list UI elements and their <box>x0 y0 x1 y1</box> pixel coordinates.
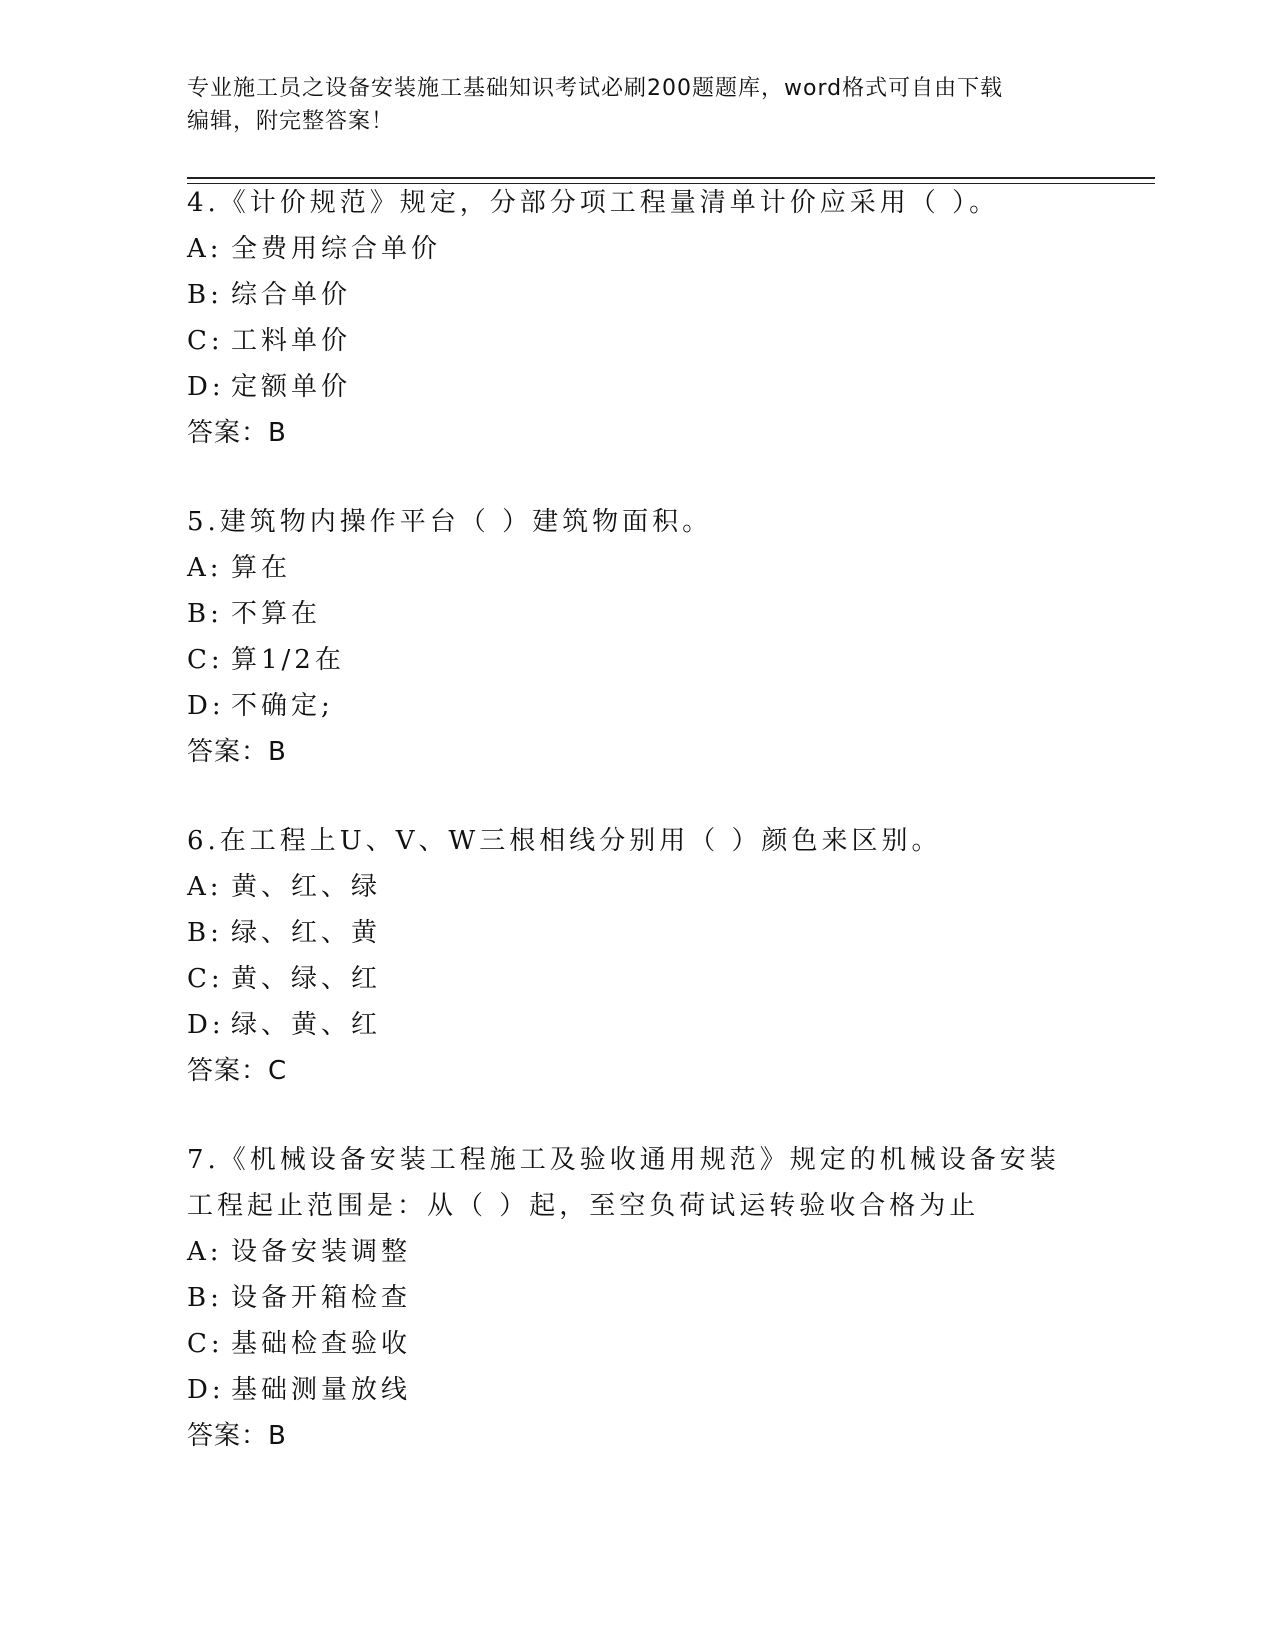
option-text: 黄、绿、红 <box>231 964 382 994</box>
option-d <box>187 1367 1087 1413</box>
option-key: D: <box>187 1375 225 1405</box>
option-key: C: <box>187 964 224 994</box>
question-stem: 4.《计价规范》规定，分部分项工程量清单计价应采用（ ）。 <box>187 188 1000 218</box>
option-text: 算在 <box>231 553 292 583</box>
document-header <box>187 72 1087 138</box>
option-key: A: <box>187 553 223 583</box>
option-a <box>187 1229 1087 1275</box>
option-c <box>187 318 1087 364</box>
question-4 <box>187 180 1087 456</box>
option-key: A: <box>187 234 223 264</box>
option-key: B: <box>187 599 223 629</box>
option-text: 综合单价 <box>231 280 352 310</box>
option-text: 不算在 <box>231 599 322 629</box>
option-key: A: <box>187 1237 223 1267</box>
option-d <box>187 364 1087 410</box>
option-key: D: <box>187 1010 225 1040</box>
option-b <box>187 591 1087 637</box>
header-divider-thick <box>187 177 1155 179</box>
header-line-2: 编辑，附完整答案！ <box>187 109 395 134</box>
option-key: B: <box>187 280 223 310</box>
option-text: 定额单价 <box>231 372 352 402</box>
option-text: 不确定; <box>231 691 334 721</box>
option-key: A: <box>187 872 223 902</box>
answer-line: 答案：B <box>187 418 287 448</box>
option-text: 全费用综合单价 <box>231 234 442 264</box>
option-key: C: <box>187 1329 224 1359</box>
option-text: 算1/2在 <box>231 645 345 675</box>
option-b <box>187 272 1087 318</box>
answer-line: 答案：B <box>187 1421 287 1451</box>
question-stem: 5.建筑物内操作平台（ ）建筑物面积。 <box>187 507 713 537</box>
question-5 <box>187 499 1087 775</box>
option-key: B: <box>187 1283 223 1313</box>
option-d <box>187 1002 1087 1048</box>
option-text: 黄、红、绿 <box>231 872 382 902</box>
option-key: C: <box>187 326 224 356</box>
option-key: B: <box>187 918 223 948</box>
option-text: 绿、红、黄 <box>231 918 382 948</box>
question-6 <box>187 818 1087 1094</box>
option-c <box>187 637 1087 683</box>
option-d <box>187 683 1087 729</box>
option-text: 设备安装调整 <box>231 1237 412 1267</box>
question-7 <box>187 1137 1087 1459</box>
option-text: 基础检查验收 <box>231 1329 412 1359</box>
header-line-1: 专业施工员之设备安装施工基础知识考试必刷200题题库，word格式可自由下载 <box>187 76 1004 101</box>
option-a <box>187 545 1087 591</box>
option-key: D: <box>187 372 225 402</box>
answer-line: 答案：C <box>187 1056 288 1086</box>
option-c <box>187 1321 1087 1367</box>
question-stem: 7.《机械设备安装工程施工及验收通用规范》规定的机械设备安装工程起止范围是：从（ ）起，至空负荷试运转验收合格为止 <box>187 1145 1060 1221</box>
option-text: 绿、黄、红 <box>231 1010 382 1040</box>
option-b <box>187 1275 1087 1321</box>
option-text: 基础测量放线 <box>231 1375 412 1405</box>
option-c <box>187 956 1087 1002</box>
answer-line: 答案：B <box>187 737 287 767</box>
option-key: D: <box>187 691 225 721</box>
question-stem: 6.在工程上U、V、W三根相线分别用（ ）颜色来区别。 <box>187 826 942 856</box>
option-b <box>187 910 1087 956</box>
option-a <box>187 226 1087 272</box>
option-text: 工料单价 <box>231 326 352 356</box>
option-a <box>187 864 1087 910</box>
option-key: C: <box>187 645 224 675</box>
option-text: 设备开箱检查 <box>231 1283 412 1313</box>
